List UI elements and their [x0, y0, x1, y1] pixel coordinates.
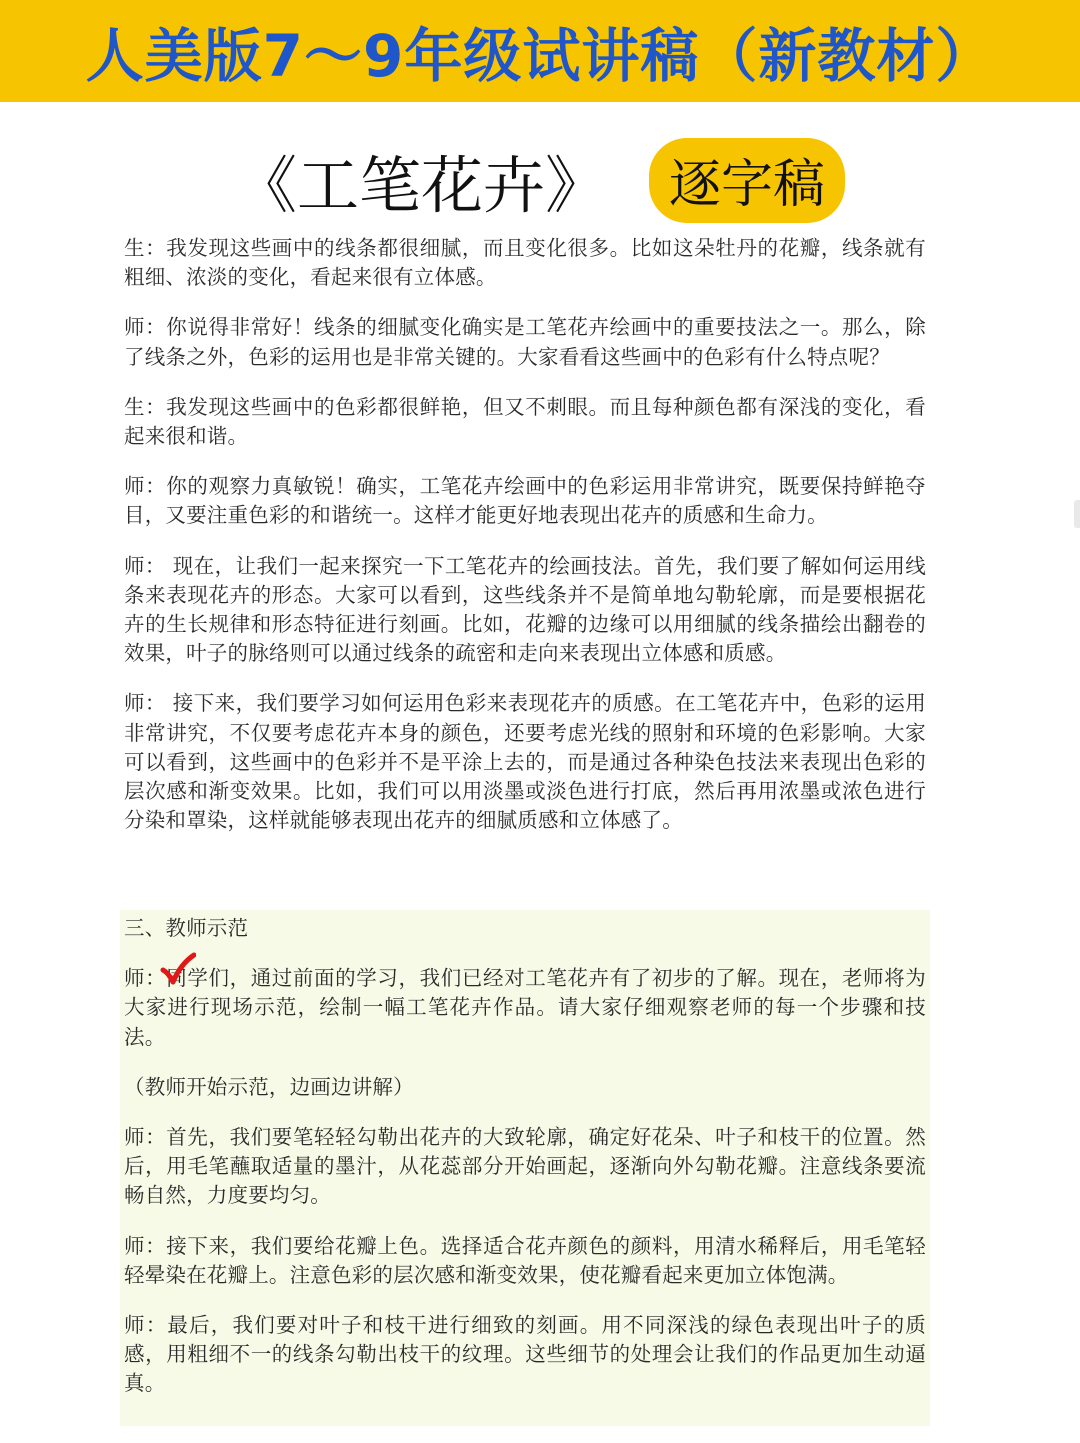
paragraph: 生：我发现这些画中的线条都很细腻，而且变化很多。比如这朵牡丹的花瓣，线条就有粗细、浓淡的变化，看起来很有立体感。 [124, 236, 926, 290]
paragraph: 生：我发现这些画中的色彩都很鲜艳，但又不刺眼。而且每种颜色都有深浅的变化，看起来很和谐。 [124, 394, 926, 449]
dialogue-body [124, 234, 926, 856]
paragraph: 师：你的观察力真敏锐！确实，工笔花卉绘画中的色彩运用非常讲究，既要保持鲜艳夺目，又要注重色彩的和谐统一。这样才能更好地表现出花卉的质感和生命力。 [124, 474, 926, 528]
paragraph: 师： 接下来，我们要学习如何运用色彩来表现花卉的质感。在工笔花卉中，色彩的运用非常讲究，不仅要考虑花卉本身的颜色，还要考虑光线的照射和环境的色彩影响。大家可以看到，这些画中的色彩并不是平涂上去的，而是通过各种染色技法来表现出色彩的层次感和渐变效果。比如，我们可以用淡墨或淡色进行打底，然后再用浓墨或浓色进行分染和罩染，这样就能够表现出花卉的细腻质感和立体感了。 [124, 691, 926, 833]
scroll-edge-marker [1074, 500, 1080, 528]
doc-title-row [0, 138, 1080, 222]
paragraph: 师：接下来，我们要给花瓣上色。选择适合花卉颜色的颜料，用清水稀释后，用毛笔轻轻晕染在花瓣上。注意色彩的层次感和渐变效果，使花瓣看起来更加立体饱满。 [124, 1233, 926, 1287]
paragraph: 师：首先，我们要笔轻轻勾勒出花卉的大致轮廓，确定好花朵、叶子和枝干的位置。然后，用毛笔蘸取适量的墨汁，从花蕊部分开始画起，逐渐向外勾勒花瓣。注意线条要流畅自然，力度要均匀。 [124, 1125, 926, 1208]
paragraph: 师： 现在，让我们一起来探究一下工笔花卉的绘画技法。首先，我们要了解如何运用线条来表现花卉的形态。大家可以看到，这些线条并不是简单地勾勒轮廓，而是要根据花卉的生长规律和形态特征进行刻画。比如，花瓣的边缘可以用细腻的线条描绘出翻卷的效果，叶子的脉络则可以通过线条的疏密和走向来表现出立体感和质感。 [124, 553, 926, 666]
badge-pill: 逐字稿 [649, 138, 845, 223]
paragraph: （教师开始示范，边画边讲解） [124, 1074, 414, 1099]
doc-title: 《工笔花卉》 [234, 148, 607, 222]
paragraph: 师：你说得非常好！线条的细腻变化确实是工笔花卉绘画中的重要技法之一。那么，除了线条之外，色彩的运用也是非常关键的。大家看看这些画中的色彩有什么特点呢？ [124, 315, 926, 369]
check-mark-icon [160, 952, 196, 986]
paragraph: 师：同学们，通过前面的学习，我们已经对工笔花卉有了初步的了解。现在，老师将为大家进行现场示范，绘制一幅工笔花卉作品。请大家仔细观察老师的每一个步骤和技法。 [124, 966, 926, 1049]
banner-title: 人美版7～9年级试讲稿（新教材） [85, 22, 995, 90]
section-body [124, 914, 926, 1420]
section-heading: 三、教师示范 [124, 916, 249, 940]
paragraph: 师：最后，我们要对叶子和枝干进行细致的刻画。用不同深浅的绿色表现出叶子的质感，用粗细不一的线条勾勒出枝干的纹理。这些细节的处理会让我们的作品更加生动逼真。 [124, 1313, 926, 1396]
header-banner [0, 0, 1080, 102]
